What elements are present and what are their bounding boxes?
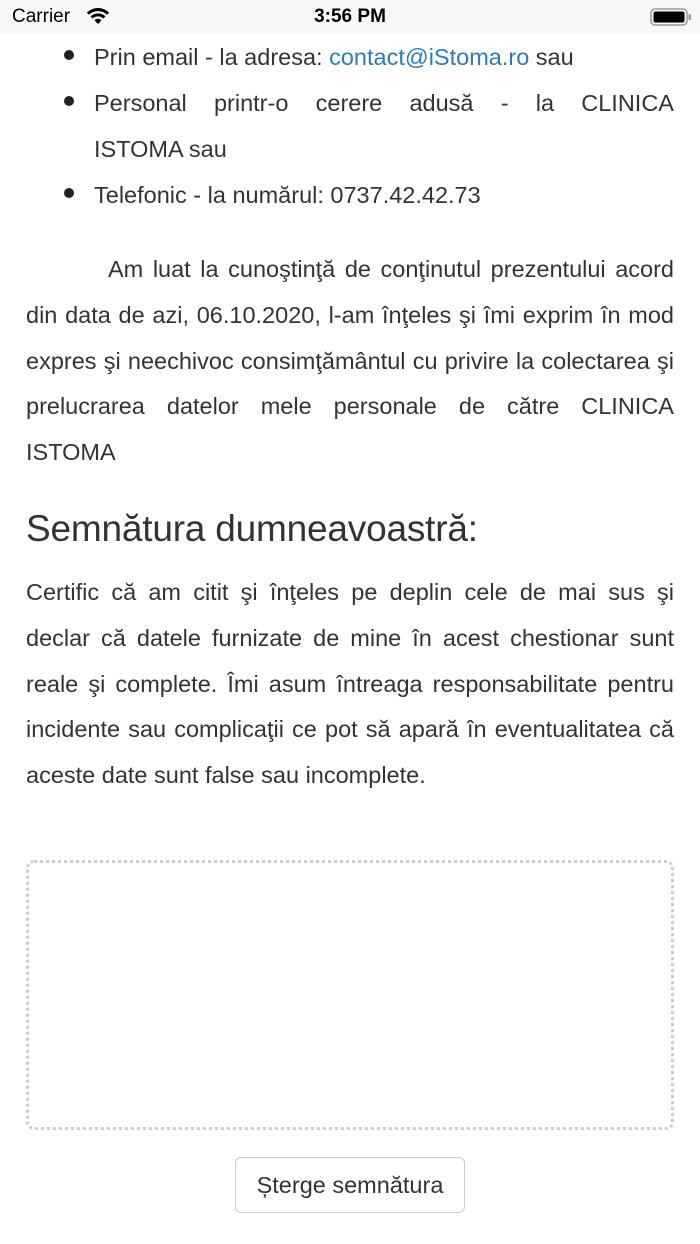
phone-text: Telefonic - la numărul: 0737.42.42.73 [94,182,481,208]
contact-methods-list [26,34,674,218]
email-prefix: Prin email - la adresa: [94,44,330,70]
bullet-icon [64,50,74,60]
list-item-phone [26,172,674,218]
email-suffix: sau [529,44,574,70]
clear-signature-button[interactable]: Șterge semnătura [235,1157,465,1213]
declaration-paragraph: Certific că am citit şi înţeles pe deplin cele de mai sus şi declar că datele furnizate de mine în acest chestionar sunt reale şi complete. Îmi asum întreaga responsabilitate pentru incidente sau complicaţii ce pot să apară în eventualitatea că aceste date sunt false sau incomplete. [26,579,674,789]
signature-heading: Semnătura dumneavoastră: [26,508,478,549]
consent-text: Am luat la cunoştinţă de conţinutul prezentului acord din data de azi, 06.10.2020, l-am înţeles şi îmi exprim în mod expres şi neechivoc consimţământul cu privire la colectarea şi prelucrarea datelor mele personale de către CLINICA ISTOMA [26,256,674,466]
status-bar [0,0,700,34]
battery-full-icon [650,8,692,26]
consent-paragraph [26,247,674,476]
signature-pad[interactable] [26,860,674,1130]
email-link[interactable]: contact@iStoma.ro [329,44,530,70]
clock: 3:56 PM [314,6,386,27]
carrier-label: Carrier [12,6,71,27]
in-person-line-2: ISTOMA sau [94,136,227,162]
list-item-email [26,34,674,80]
bullet-icon [64,96,74,106]
list-item-in-person [26,80,674,172]
bullet-icon [64,188,74,198]
in-person-line-1: Personal printr-o cerere adusă - la CLINICA [94,90,674,116]
